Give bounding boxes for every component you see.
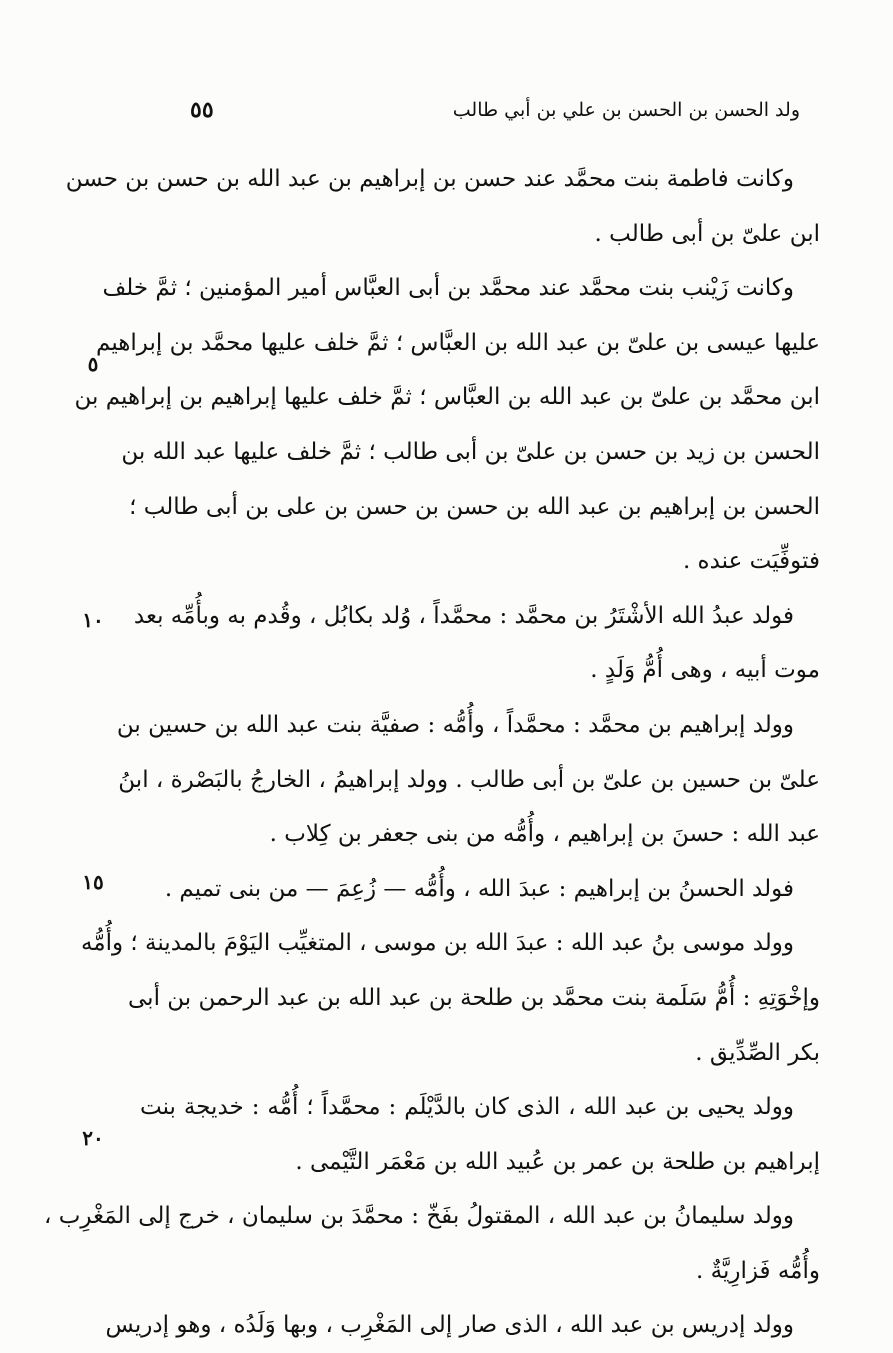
line-number-10: ١٠ (82, 608, 104, 632)
line-number-5: ٥ (87, 352, 99, 376)
text-line: إبراهيم بن طلحة بن عمر بن عُبيد الله بن مَعْمَر التَّيْمى . (295, 1148, 820, 1175)
text-line: وولد يحيى بن عبد الله ، الذى كان بالدَّيْلَم : محمَّداً ؛ أُمُّه : خديجة بنت (140, 1094, 794, 1121)
text-line: وأُمُّه فَزارِيَّةٌ . (696, 1257, 820, 1284)
text-line: الحسن بن إبراهيم بن عبد الله بن حسن بن حسن بن على بن أبى طالب ؛ (129, 493, 820, 520)
text-line: الحسن بن زيد بن حسن بن علىّ بن أبى طالب ؛ ثمَّ خلف عليها عبد الله بن (121, 438, 820, 465)
page-number: ٥٥ (190, 97, 214, 123)
text-line: وولد موسى بنُ عبد الله : عبدَ الله بن موسى ، المتغيِّب اليَوْمَ بالمدينة ؛ وأُمُّه (80, 930, 794, 957)
text-line: وإخْوَتِهِ : أُمُّ سَلَمة بنت محمَّد بن طلحة بن عبد الله بن عبد الرحمن بن أبى (128, 984, 820, 1011)
text-line: عليها عيسى بن علىّ بن عبد الله بن العبَّاس ؛ ثمَّ خلف عليها محمَّد بن إبراهيم (96, 329, 820, 356)
text-line: فتوفِّيَت عنده . (682, 548, 820, 575)
text-line: وكانت زَيْنب بنت محمَّد عند محمَّد بن أبى العبَّاس أمير المؤمنين ؛ ثمَّ خلف (102, 275, 794, 302)
text-line: فولد عبدُ الله الأشْتَرُ بن محمَّد : محمَّداً ، وُلد بكابُل ، وقُدم به وبأُمِّه بعد (133, 602, 794, 629)
line-number-20: ٢٠ (82, 1126, 104, 1150)
text-line: علىّ بن حسين بن علىّ بن أبى طالب . وولد إبراهيمُ ، الخارجُ بالبَصْرة ، ابنُ (118, 766, 820, 793)
text-line: ابن علىّ بن أبى طالب . (594, 220, 820, 247)
text-line: بكر الصِّدِّيق . (695, 1039, 820, 1066)
text-line: عبد الله : حسنَ بن إبراهيم ، وأُمُّه من بنى جعفر بن كِلاب . (269, 821, 820, 848)
text-line: فولد الحسنُ بن إبراهيم : عبدَ الله ، وأُمُّه — زُعِمَ — من بنى تميم . (164, 875, 794, 902)
text-line: وولد إدريس بن عبد الله ، الذى صار إلى المَغْرِب ، وبها وَلَدُه ، وهو إدريس (105, 1312, 794, 1339)
running-title: ولد الحسن بن الحسن بن علي بن أبي طالب (452, 99, 800, 121)
text-line: ابن محمَّد بن علىّ بن عبد الله بن العبَّاس ؛ ثمَّ خلف عليها إبراهيم بن إبراهيم بن (74, 384, 820, 411)
line-number-15: ١٥ (82, 870, 104, 894)
text-line: وولد إبراهيم بن محمَّد : محمَّداً ، وأُمُّه : صفيَّة بنت عبد الله بن حسين بن (116, 711, 794, 738)
text-line: موت أبيه ، وهى أُمُّ وَلَدٍ . (590, 657, 820, 684)
page-header (130, 92, 820, 128)
text-line: وولد سليمانُ بن عبد الله ، المقتولُ بفَخّ : محمَّدَ بن سليمان ، خرج إلى المَغْرِب ، (44, 1203, 794, 1230)
text-line: وكانت فاطمة بنت محمَّد عند حسن بن إبراهيم بن عبد الله بن حسن بن حسن (65, 166, 794, 192)
